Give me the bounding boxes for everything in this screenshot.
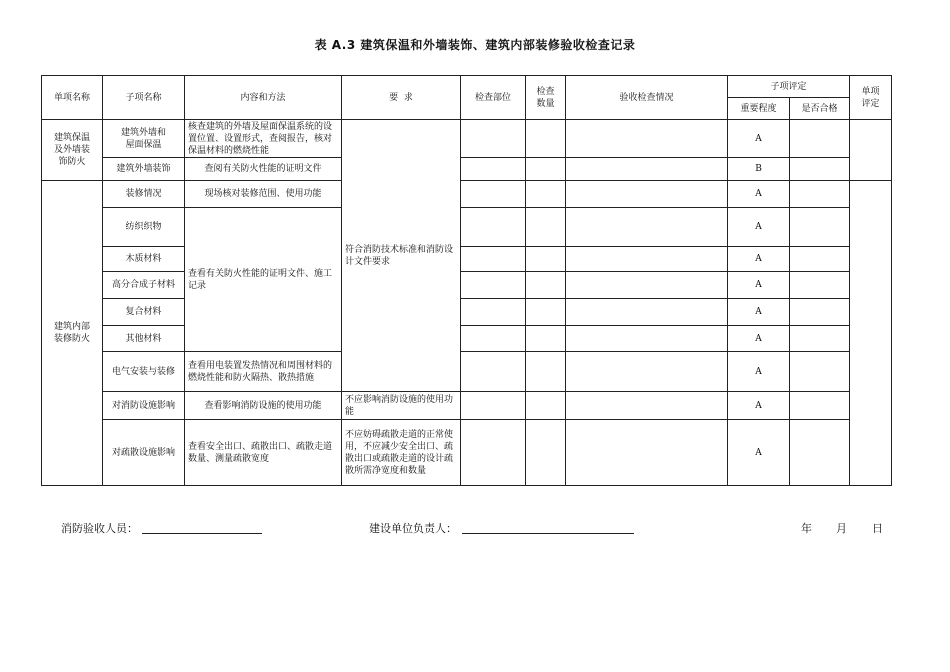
header-pass: 是否合格 [790,98,850,120]
header-sub-evaluation: 子项评定 [728,76,850,98]
group-name-interior: 建筑内部 装修防火 [42,181,103,486]
check-situation-cell[interactable] [566,392,728,420]
subitem-cell: 高分合成子材料 [103,272,185,299]
pass-cell[interactable] [790,120,850,158]
check-location-cell[interactable] [461,420,526,486]
table-title: 表 A.3 建筑保温和外墙装饰、建筑内部装修验收检查记录 [314,38,636,52]
check-situation-cell[interactable] [566,208,728,247]
importance-cell: A [728,299,790,326]
check-situation-cell[interactable] [566,299,728,326]
inspector-signature-line[interactable] [142,533,262,534]
check-location-cell[interactable] [461,208,526,247]
check-quantity-cell[interactable] [526,208,566,247]
check-location-cell[interactable] [461,272,526,299]
check-situation-cell[interactable] [566,120,728,158]
importance-cell: A [728,247,790,272]
header-importance: 重要程度 [728,98,790,120]
check-location-cell[interactable] [461,392,526,420]
header-requirement: 要 求 [342,76,461,120]
inspector-label: 消防验收人员： [61,522,138,535]
check-quantity-cell[interactable] [526,352,566,392]
pass-cell[interactable] [790,420,850,486]
check-location-cell[interactable] [461,352,526,392]
check-situation-cell[interactable] [566,181,728,208]
header-item-evaluation: 单项 评定 [850,76,892,120]
check-location-cell[interactable] [461,158,526,181]
month-label: 月 [836,522,847,535]
importance-cell: A [728,326,790,352]
merged-requirement-cell: 符合消防技术标准和消防设计文件要求 [342,120,461,392]
check-situation-cell[interactable] [566,420,728,486]
check-location-cell[interactable] [461,120,526,158]
pass-cell[interactable] [790,392,850,420]
method-cell: 查阅有关防火性能的证明文件 [185,158,342,181]
method-cell: 核查建筑的外墙及屋面保温系统的设置位置、设置形式，查阅报告，核对保温材料的燃烧性能 [185,120,342,158]
check-situation-cell[interactable] [566,352,728,392]
importance-cell: A [728,352,790,392]
check-location-cell[interactable] [461,299,526,326]
subitem-cell: 对消防设施影响 [103,392,185,420]
subitem-cell: 其他材料 [103,326,185,352]
check-quantity-cell[interactable] [526,299,566,326]
check-quantity-cell[interactable] [526,120,566,158]
subitem-cell: 电气安装与装修 [103,352,185,392]
importance-cell: B [728,158,790,181]
check-situation-cell[interactable] [566,272,728,299]
pass-cell[interactable] [790,181,850,208]
check-situation-cell[interactable] [566,247,728,272]
header-check-situation: 验收检查情况 [566,76,728,120]
pass-cell[interactable] [790,158,850,181]
header-check-quantity: 检查 数量 [526,76,566,120]
pass-cell[interactable] [790,299,850,326]
year-label: 年 [801,522,812,535]
importance-cell: A [728,272,790,299]
header-check-location: 检查部位 [461,76,526,120]
subitem-cell: 纺织织物 [103,208,185,247]
check-quantity-cell[interactable] [526,392,566,420]
check-quantity-cell[interactable] [526,326,566,352]
subitem-cell: 对疏散设施影响 [103,420,185,486]
subitem-cell: 复合材料 [103,299,185,326]
method-cell: 查看安全出口、疏散出口、疏散走道数量、测量疏散宽度 [185,420,342,486]
pass-cell[interactable] [790,352,850,392]
check-quantity-cell[interactable] [526,272,566,299]
item-eval-cell[interactable] [850,181,892,486]
owner-label: 建设单位负责人： [369,522,457,535]
check-situation-cell[interactable] [566,158,728,181]
requirement-cell: 不应妨碍疏散走道的正常使用，不应减少安全出口、疏散出口或疏散走道的设计疏散所需净宽度和数量 [342,420,461,486]
method-cell: 现场核对装修范围、使用功能 [185,181,342,208]
subitem-cell: 建筑外墙装饰 [103,158,185,181]
group-name-exterior: 建筑保温 及外墙装 饰防火 [42,120,103,181]
check-situation-cell[interactable] [566,326,728,352]
importance-cell: A [728,392,790,420]
importance-cell: A [728,420,790,486]
pass-cell[interactable] [790,247,850,272]
check-location-cell[interactable] [461,247,526,272]
check-location-cell[interactable] [461,181,526,208]
method-cell: 查看用电装置发热情况和周围材料的燃烧性能和防火隔热、散热措施 [185,352,342,392]
check-location-cell[interactable] [461,326,526,352]
header-content-method: 内容和方法 [185,76,342,120]
check-quantity-cell[interactable] [526,158,566,181]
item-eval-cell[interactable] [850,120,892,181]
subitem-cell: 装修情况 [103,181,185,208]
pass-cell[interactable] [790,208,850,247]
check-quantity-cell[interactable] [526,181,566,208]
importance-cell: A [728,181,790,208]
subitem-cell: 建筑外墙和 屋面保温 [103,120,185,158]
pass-cell[interactable] [790,272,850,299]
importance-cell: A [728,208,790,247]
requirement-cell: 不应影响消防设施的使用功能 [342,392,461,420]
owner-signature-line[interactable] [462,533,634,534]
subitem-cell: 木质材料 [103,247,185,272]
header-item-name: 单项名称 [42,76,103,120]
check-quantity-cell[interactable] [526,247,566,272]
pass-cell[interactable] [790,326,850,352]
merged-method-cell: 查看有关防火性能的证明文件、施工记录 [185,208,342,352]
header-subitem-name: 子项名称 [103,76,185,120]
check-quantity-cell[interactable] [526,420,566,486]
importance-cell: A [728,120,790,158]
method-cell: 查看影响消防设施的使用功能 [185,392,342,420]
day-label: 日 [872,522,883,535]
inspection-record-table [41,75,892,486]
